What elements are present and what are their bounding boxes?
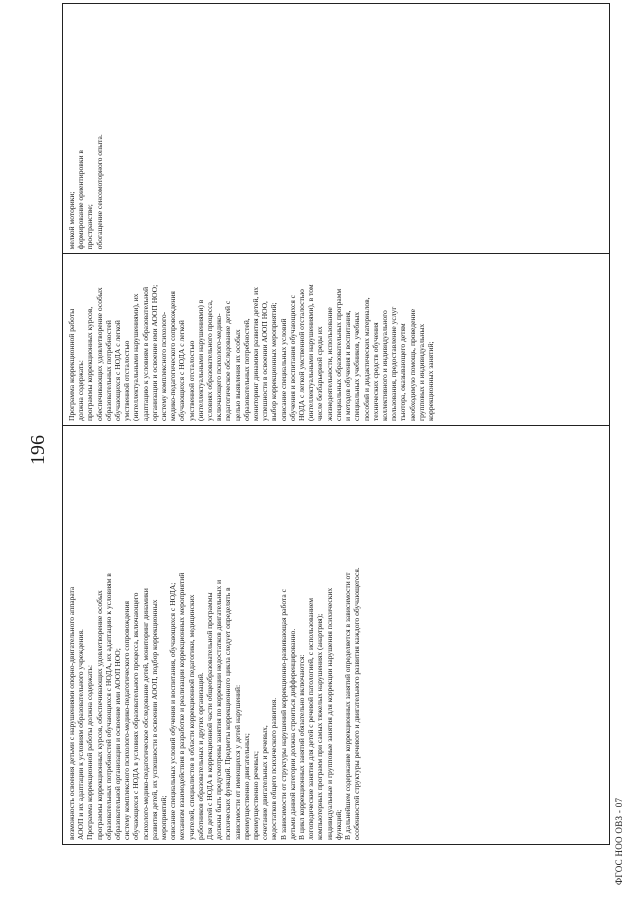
cell-text-line: медико-педагогического сопровождения [168, 291, 178, 421]
cell-text-line: недостатков общего психического развития. [269, 697, 279, 840]
cell-text-line: специальных образовательных программ [333, 288, 343, 421]
cell-text-line: успешности в освоении АООП НОО, [260, 301, 270, 421]
cell-text-line: образовательных потребностей обучающихся с НОДА, их адаптацию к условиям в [103, 573, 113, 840]
cell-text-line: обогащение сенсомоторного опыта. [94, 134, 104, 250]
cell-text-line: зависимости от имеющихся у детей нарушений: [232, 684, 242, 840]
page-number: 196 [27, 435, 49, 465]
cell-text-line: обеспечивающих удовлетворение особых [94, 287, 104, 421]
cell-text-line: технических средств обучения [370, 322, 380, 421]
cell-text-line: должна содержать: [76, 360, 86, 421]
cell-text-line: тьютора, оказывающего детям [398, 323, 408, 421]
cell-text-line: программы коррекционных курсов, обеспечивающих удовлетворение особых [94, 590, 104, 840]
cell-text-line: адаптацию к условиям в образовательной [140, 287, 150, 421]
cell-text-line: выбор коррекционных мероприятий; [269, 302, 279, 421]
cell-text-line: учителей, специалистов в области коррекционной педагогики, медицинских [186, 594, 196, 840]
cell-text-line: мероприятий; [159, 795, 169, 840]
cell-text-line: мониторинг динамики развития детей, их [251, 287, 261, 421]
cell-text-line: возможность освоения детьми с нарушениями опорно-двигательного аппарата [67, 586, 76, 840]
cell-text-line: педагогическое обследование детей с [223, 300, 233, 421]
requirements-table [62, 3, 610, 845]
cell-text-line: коррекционных занятий; [425, 341, 435, 421]
cell-text-line: детьми данной категории должна строиться дифференцированно. [287, 628, 297, 840]
cell-text-line: пространстве; [85, 204, 95, 250]
cell-text-line: образовательной организации и освоение ими АООП НОО; [113, 648, 123, 840]
cell-text-line: образовательных потребностей, [241, 318, 251, 421]
cell-text-line: организации и освоение ими АООП НОО; [149, 284, 159, 421]
cell-text-line: работников образовательных и других организаций. [195, 672, 205, 840]
cell-text-line: умственной отсталостью [186, 340, 196, 421]
cell-text-line: (интеллектуальными нарушениями) в [195, 299, 205, 421]
cell-text-line: функций; [333, 809, 343, 840]
cell-text-line: описание специальных условий обучения и воспитания, обучающихся с НОДА; [168, 582, 178, 840]
cell-text-line: и методов обучения и воспитания, [343, 310, 353, 421]
cell-text-line: (интеллектуальными нарушениями), в том [306, 284, 316, 421]
cell-text-line: АООП и их адаптации к условиям образовательного учреждения. [76, 629, 86, 840]
cell-text-line: обучающихся с НОДА с легкой [177, 320, 187, 421]
table-cell-column-3 [63, 4, 609, 254]
cell-text-line: включающего психолого-медико- [214, 313, 224, 421]
cell-text-line: групповых и индивидуальных [416, 323, 426, 421]
cell-text-line: обучения и воспитания обучающихся с [287, 294, 297, 421]
cell-text-line: необходимую помощь, проведение [407, 309, 417, 421]
cell-text-line: жизнедеятельности, использование [324, 307, 334, 421]
cell-text-line: развития детей, их успешности в освоении АООП, подбор коррекционных [149, 599, 159, 840]
cell-text-line: сочетание двигательных и речевых, [260, 725, 270, 840]
table-cell-column-2 [63, 254, 609, 426]
cell-text-line: умственной отсталостью [122, 340, 132, 421]
cell-text-line: механизм взаимодействия в разработке и реализации коррекционных мероприятий [177, 572, 187, 840]
cell-text-line: НОДА с легкой умственной отсталостью [297, 289, 307, 421]
cell-text-line: Для детей с НОДА в коррекционной части общеобразовательной программы [205, 592, 215, 840]
cell-text-line: мелкой моторики; [67, 191, 76, 250]
cell-text-line: условиях образовательного процесса, [205, 300, 215, 421]
cell-text-line: образовательных потребностей [103, 320, 113, 421]
cell-text-line: В дальнейшем содержание коррекционных занятий определяется в зависимости от [343, 572, 353, 840]
cell-text-line: обучающихся с НОДА с легкой [113, 320, 123, 421]
cell-text-line: Программа коррекционной работы должна содержать: [85, 665, 95, 840]
cell-text-line: индивидуальные и групповые занятия для коррекции нарушения психических [324, 587, 334, 840]
cell-text-line: должны быть предусмотрены занятия по коррекции недостатков двигательных и [214, 579, 224, 840]
cell-text-line: преимущественно речевых; [251, 751, 261, 840]
cell-text-line: описание специальных условий [278, 318, 288, 421]
cell-text-line: формирование ориентировки в [76, 150, 86, 250]
table-cell-column-1 [63, 426, 609, 844]
cell-text-line: В цикл коррекционных занятий обязательно включаются: [297, 654, 307, 840]
cell-text-line: систему комплексного психолого-медико-педагогического сопровождения [122, 600, 132, 840]
cell-text-line: пользования, предоставление услуг [389, 306, 399, 421]
footer-document-code: ФГОС НОО ОВЗ - 07 [614, 797, 624, 885]
cell-text-line: логопедические занятия для детей с речевой патологией, с использованием [306, 598, 316, 840]
cell-text-line: преимущественно двигательных; [241, 733, 251, 840]
cell-text-line: программы коррекционных курсов, [85, 306, 95, 421]
cell-text-line: психолого-медико-педагогическое обследование детей, мониторинг динамики [140, 588, 150, 840]
cell-text-line: обучающихся с НОДА в условиях образовательного процесса, включающего [131, 592, 141, 840]
cell-text-line: особенностей структуры речевого и двигательного развития каждого обучающегося. [352, 567, 362, 840]
cell-text-line: компьютерных программ при самых тяжелых нарушениях (анартрия); [315, 613, 325, 840]
cell-text-line: В зависимости от структуры нарушений коррекционно-развивающая работа с [278, 589, 288, 840]
cell-text-line: (интеллектуальными нарушениями), их [131, 293, 141, 421]
cell-text-line: числе безбарьерной среды их [315, 326, 325, 421]
cell-text-line: систему комплексного психолого- [159, 311, 169, 421]
cell-text-line: целью выявления их особых [232, 329, 242, 421]
cell-text-line: специальных учебников, учебных [352, 311, 362, 421]
cell-text-line: психических функций. Предметы коррекционного цикла следует определять в [223, 587, 233, 840]
cell-text-line: Программа коррекционной работы [67, 308, 76, 421]
cell-text-line: коллективного и индивидуального [379, 310, 389, 421]
cell-text-line: пособий и дидактических материалов, [361, 297, 371, 421]
